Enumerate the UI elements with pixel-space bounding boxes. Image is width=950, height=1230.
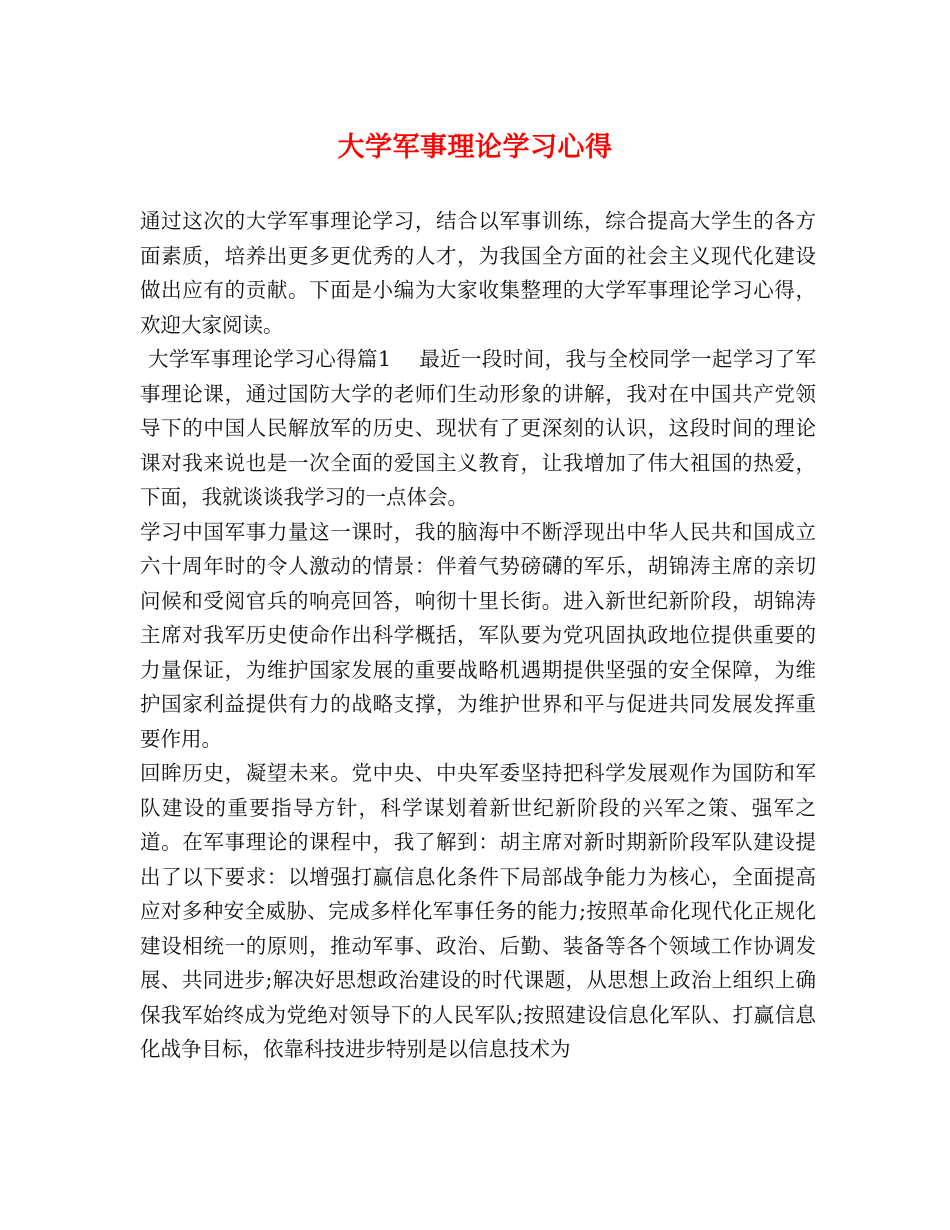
paragraph-intro: 通过这次的大学军事理论学习，结合以军事训练，综合提高大学生的各方面素质，培养出更多更优秀的人才，为我国全方面的社会主义现代化建设做出应有的贡献。下面是小编为大家收集整理的大学军事理论学习心得，欢迎大家阅读。 — [140, 209, 816, 337]
paragraph-part2: 学习中国军事力量这一课时，我的脑海中不断浮现出中华人民共和国成立六十周年时的令人激动的情景：伴着气势磅礴的军乐，胡锦涛主席的亲切问候和受阅官兵的响亮回答，响彻十里长街。进入新世纪新阶段，胡锦涛主席对我军历史使命作出科学概括，军队要为党巩固执政地位提供重要的力量保证，为维护国家发展的重要战略机遇期提供坚强的安全保障，为维护国家利益提供有力的战略支撑，为维护世界和平与促进共同发展发挥重要作用。 — [140, 519, 816, 751]
paragraph-part1: 大学军事理论学习心得篇1 最近一段时间，我与全校同学一起学习了军事理论课，通过国防大学的老师们生动形象的讲解，我对在中国共产党领导下的中国人民解放军的历史、现状有了更深刻的认识，这段时间的理论课对我来说也是一次全面的爱国主义教育，让我增加了伟大祖国的热爱，下面，我就谈谈我学习的一点体会。 — [140, 347, 816, 509]
document-title: 大学军事理论学习心得 — [337, 132, 613, 163]
paragraph-part3: 回眸历史，凝望未来。党中央、中央军委坚持把科学发展观作为国防和军队建设的重要指导方针，科学谋划着新世纪新阶段的兴军之策、强军之道。在军事理论的课程中，我了解到：胡主席对新时期新阶段军队建设提出了以下要求：以增强打赢信息化条件下局部战争能力为核心，全面提高应对多种安全威胁、完成多样化军事任务的能力;按照革命化现代化正规化建设相统一的原则，推动军事、政治、后勤、装备等各个领域工作协调发展、共同进步;解决好思想政治建设的时代课题，从思想上政治上组织上确保我军始终成为党绝对领导下的人民军队;按照建设信息化军队、打赢信息化战争目标，依靠科技进步特别是以信息技术为 — [140, 761, 816, 1061]
document-body — [140, 204, 816, 1067]
